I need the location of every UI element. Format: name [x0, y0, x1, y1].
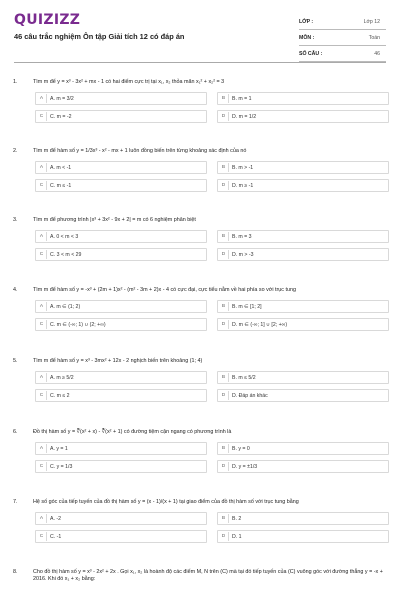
question-text: Tìm m để hàm số y = x³ - 3mx² + 12x - 2 nghịch biến trên khoảng (1; 4) — [33, 358, 203, 364]
answer-option-d[interactable] — [217, 179, 389, 192]
question-text: Tìm m để hàm số y = -x³ + (2m + 1)x² - (m² - 3m + 2)x - 4 có cực đại, cực tiểu nằm về hai phía so với trục tung — [33, 287, 296, 293]
meta-value: 46 — [374, 50, 380, 57]
question-text: Hệ số góc của tiếp tuyến của đồ thị hàm số y = (x - 1)/(x + 1) tại giao điểm của đồ thị hàm số với trục tung bằng — [33, 499, 299, 505]
answer-option-d[interactable] — [217, 248, 389, 261]
question-number: 3. — [13, 217, 18, 223]
option-letter: D — [219, 250, 229, 259]
answer-options — [35, 442, 387, 473]
option-text: C. m = -2 — [50, 113, 72, 120]
option-text: A. -2 — [50, 515, 61, 522]
option-letter: B — [219, 232, 229, 241]
option-text: B. m ≤ 5/2 — [232, 374, 256, 381]
option-letter: C — [37, 181, 47, 190]
meta-row-count — [299, 46, 386, 62]
option-letter: D — [219, 181, 229, 190]
meta-row-subject — [299, 30, 386, 46]
quizizz-logo: QUIZIZZ — [14, 12, 81, 28]
question-7 — [13, 499, 387, 543]
question-header — [13, 499, 387, 506]
option-letter: B — [219, 444, 229, 453]
option-text: B. m = 1 — [232, 95, 252, 102]
option-text: C. m ∈ (-∞; 1) ∪ (2; +∞) — [50, 321, 106, 328]
answer-option-c[interactable] — [35, 179, 207, 192]
option-letter: C — [37, 391, 47, 400]
option-text: D. y = ±1/3 — [232, 463, 258, 470]
option-letter: C — [37, 532, 47, 541]
question-3 — [13, 217, 387, 261]
option-text: B. 2 — [232, 515, 242, 522]
option-letter: A — [37, 302, 47, 311]
answer-option-a[interactable] — [35, 161, 207, 174]
meta-value: Toán — [368, 34, 380, 41]
question-text: Tìm m để phương trình |x³ + 3x² - 9x + 2| = m có 6 nghiệm phân biệt — [33, 217, 196, 223]
meta-table — [299, 14, 386, 62]
option-letter: B — [219, 373, 229, 382]
meta-key: SỐ CÂU : — [299, 50, 323, 57]
question-1 — [13, 79, 387, 123]
meta-row-class — [299, 14, 386, 30]
option-letter: D — [219, 320, 229, 329]
answer-options — [35, 371, 387, 402]
answer-options — [35, 300, 387, 331]
answer-option-a[interactable] — [35, 371, 207, 384]
question-5 — [13, 358, 387, 402]
question-text: Tìm m để y = x³ - 3x² + mx - 1 có hai điểm cực trị tại x₁, x₂ thỏa mãn x₁² + x₂² = 3 — [33, 79, 225, 85]
question-text: Đồ thị hàm số y = ∛(x² + x) - ∛(x² + 1) có đường tiệm cận ngang có phương trình là — [33, 429, 232, 435]
option-letter: A — [37, 514, 47, 523]
answer-option-a[interactable] — [35, 442, 207, 455]
question-text: Tìm m để hàm số y = 1/3x³ - x² - mx + 1 luôn đồng biến trên từng khoảng xác định của nó — [33, 148, 247, 154]
option-letter: C — [37, 462, 47, 471]
option-text: B. m > -1 — [232, 164, 254, 171]
answer-option-d[interactable] — [217, 110, 389, 123]
answer-option-a[interactable] — [35, 230, 207, 243]
answer-option-b[interactable] — [217, 92, 389, 105]
answer-option-b[interactable] — [217, 512, 389, 525]
option-text: A. m ∈ (1; 2) — [50, 303, 81, 310]
option-letter: A — [37, 94, 47, 103]
answer-option-c[interactable] — [35, 389, 207, 402]
option-text: B. y = 0 — [232, 445, 250, 452]
answer-option-c[interactable] — [35, 248, 207, 261]
question-number: 2. — [13, 148, 18, 154]
option-text: D. m ∈ (-∞; 1] ∪ [2; +∞) — [232, 321, 288, 328]
option-letter: B — [219, 163, 229, 172]
question-4 — [13, 287, 387, 331]
option-text: C. -1 — [50, 533, 62, 540]
question-header — [13, 79, 387, 86]
option-letter: C — [37, 112, 47, 121]
option-letter: A — [37, 373, 47, 382]
answer-options — [35, 512, 387, 543]
answer-option-d[interactable] — [217, 318, 389, 331]
option-text: B. m ∈ [1; 2] — [232, 303, 262, 310]
question-number: 8. — [13, 569, 18, 575]
question-8 — [13, 569, 387, 583]
answer-options — [35, 92, 387, 123]
option-letter: C — [37, 320, 47, 329]
option-text: A. m ≥ 5/2 — [50, 374, 74, 381]
option-letter: B — [219, 94, 229, 103]
option-text: D. 1 — [232, 533, 242, 540]
option-text: D. Đáp án khác — [232, 392, 268, 399]
answer-option-b[interactable] — [217, 442, 389, 455]
question-number: 6. — [13, 429, 18, 435]
question-6 — [13, 429, 387, 473]
option-text: C. m ≤ -1 — [50, 182, 72, 189]
question-2 — [13, 148, 387, 192]
meta-value: Lớp 12 — [363, 18, 380, 25]
option-text: A. y = 1 — [50, 445, 68, 452]
answer-option-b[interactable] — [217, 230, 389, 243]
option-text: C. 3 < m < 29 — [50, 251, 82, 258]
question-header — [13, 287, 387, 294]
option-letter: D — [219, 391, 229, 400]
answer-option-a[interactable] — [35, 512, 207, 525]
answer-option-d[interactable] — [217, 389, 389, 402]
question-number: 1. — [13, 79, 18, 85]
option-letter: B — [219, 302, 229, 311]
answer-option-b[interactable] — [217, 161, 389, 174]
option-text: C. m ≤ 2 — [50, 392, 70, 399]
option-letter: A — [37, 232, 47, 241]
divider — [14, 62, 386, 63]
page-title: 46 câu trắc nghiệm Ôn tập Giải tích 12 có đáp án — [14, 32, 185, 41]
question-header — [13, 217, 387, 224]
option-text: A. 0 < m < 3 — [50, 233, 79, 240]
answer-option-c[interactable] — [35, 110, 207, 123]
option-text: D. m ≥ -1 — [232, 182, 254, 189]
answer-options — [35, 161, 387, 192]
option-text: B. m = 3 — [232, 233, 252, 240]
option-letter: D — [219, 112, 229, 121]
answer-option-c[interactable] — [35, 460, 207, 473]
question-number: 4. — [13, 287, 18, 293]
answer-option-a[interactable] — [35, 300, 207, 313]
meta-key: MÔN : — [299, 34, 315, 41]
question-text: Cho đồ thị hàm số y = x³ - 2x² + 2x . Gọi x₁, x₂ là hoành độ các điểm M, N trên (C) mà tại đó tiếp tuyến của (C) vuông góc với đường thẳng y = -x + 2016. Khi đó x₁ + x₂ bằng: — [33, 569, 383, 583]
answer-option-b[interactable] — [217, 300, 389, 313]
question-number: 7. — [13, 499, 18, 505]
answer-options — [35, 230, 387, 261]
option-letter: B — [219, 514, 229, 523]
option-text: A. m = 3/2 — [50, 95, 74, 102]
answer-option-c[interactable] — [35, 318, 207, 331]
option-letter: A — [37, 444, 47, 453]
option-text: D. m > -3 — [232, 251, 254, 258]
question-header — [13, 148, 387, 155]
meta-key: LỚP : — [299, 18, 314, 25]
question-header — [13, 358, 387, 365]
option-letter: A — [37, 163, 47, 172]
answer-option-c[interactable] — [35, 530, 207, 543]
question-header — [13, 569, 387, 583]
option-text: C. y = 1/3 — [50, 463, 73, 470]
answer-option-b[interactable] — [217, 371, 389, 384]
option-text: D. m = 1/2 — [232, 113, 257, 120]
question-number: 5. — [13, 358, 18, 364]
option-letter: D — [219, 462, 229, 471]
answer-option-d[interactable] — [217, 530, 389, 543]
answer-option-a[interactable] — [35, 92, 207, 105]
option-text: A. m < -1 — [50, 164, 72, 171]
answer-option-d[interactable] — [217, 460, 389, 473]
question-header — [13, 429, 387, 436]
option-letter: C — [37, 250, 47, 259]
option-letter: D — [219, 532, 229, 541]
